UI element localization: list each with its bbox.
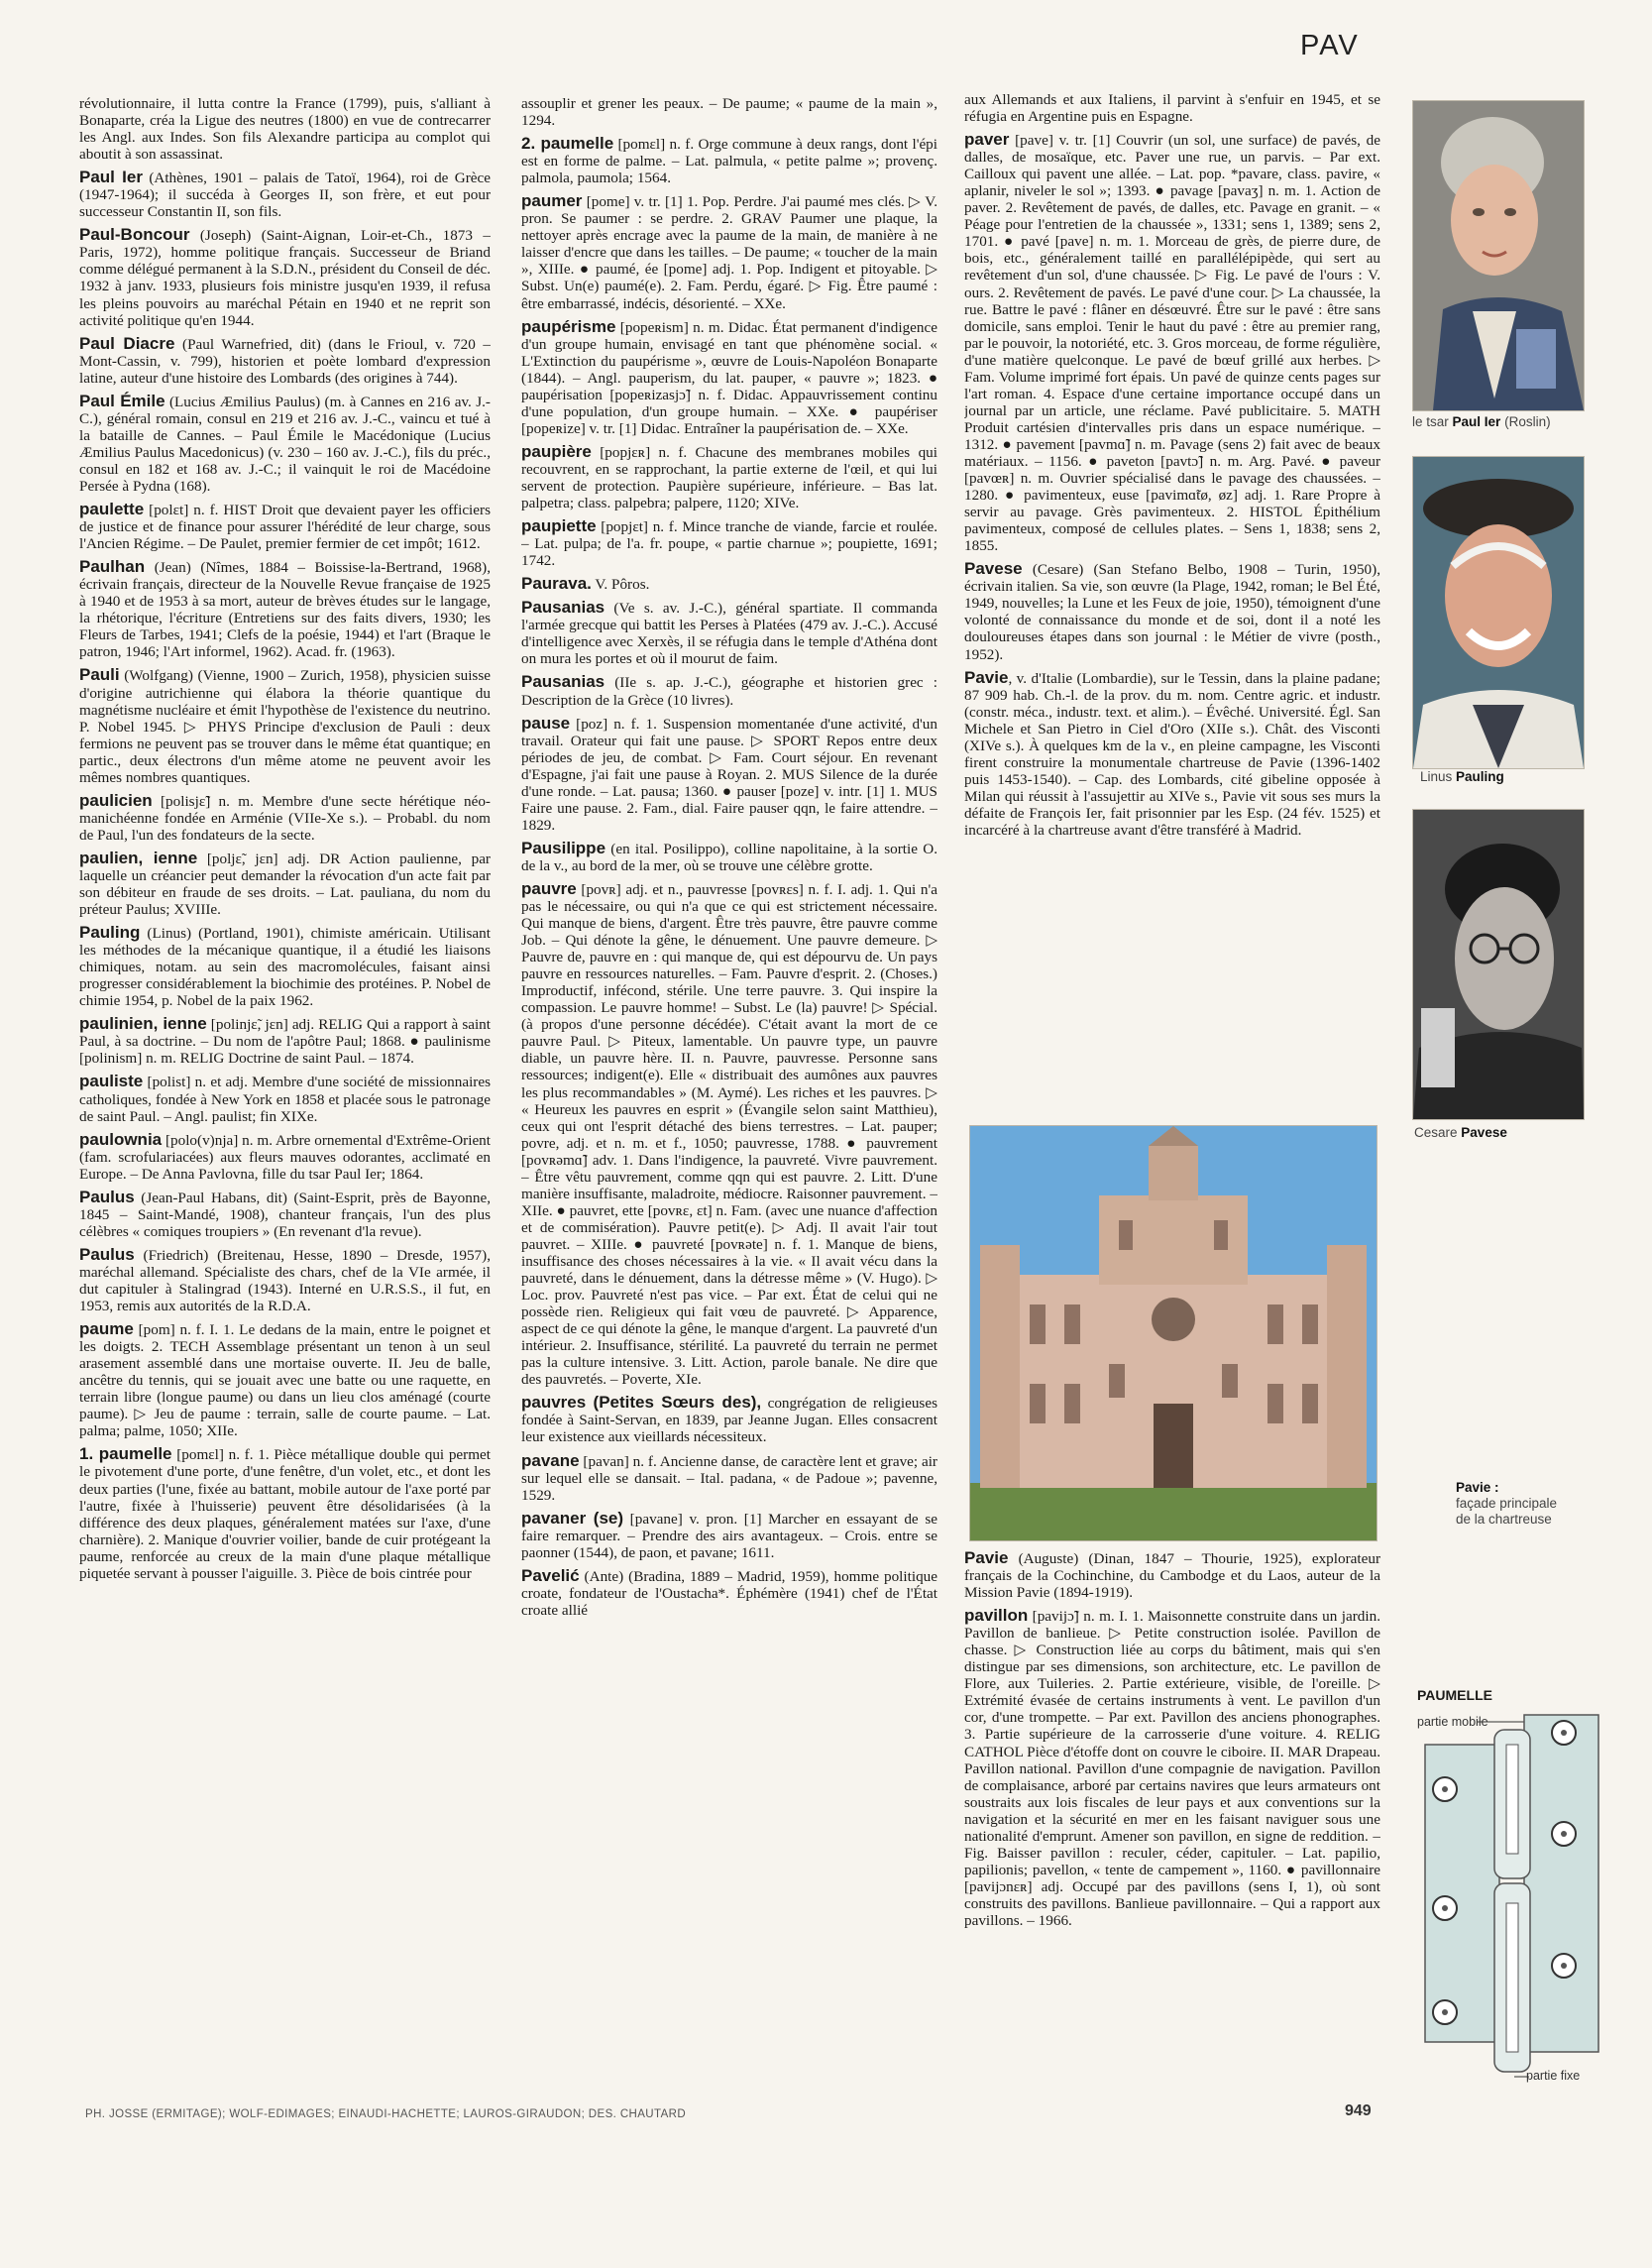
dictionary-entry (79, 1015, 491, 1067)
entry-text: aux Allemands et aux Italiens, il parvint à s'enfuir en 1945, et se réfugia en Argentine puis en Espagne. (964, 91, 1380, 126)
entry-text: , v. d'Italie (Lombardie), sur le Tessin, dans la plaine padane; 87 909 hab. Ch.-l. de la prov. du m. nom. Centre agric. et industr. (constr. méca., industr. text. et alim.). – Évêché. Université. Égl. San Michele et San Pietro in Ciel d'Oro (XIIe s.). Chât. des Visconti (XIVe s.). À quelques km de la v., en pleine campagne, les Visconti firent construire la monumentale chartreuse de Pavie (1396-1402 puis 1453-1540). – Cap. des Lombards, cité gibeline opposée à Milan qui réussit à l'assujettir au XIVe s., Pavie vit sous ses murs la défaite de François Ier, fait prisonnier par les Esp. (24 fév. 1525) et incarcéré à la chartreuse avant d'être transféré à Madrid. (964, 669, 1380, 839)
column-3-bottom (964, 1549, 1380, 2085)
entry-headword: pavaner (se) (521, 1508, 624, 1528)
dictionary-entry (79, 1073, 491, 1124)
entry-text: (Athènes, 1901 – palais de Tatoï, 1964), roi de Grèce (1947-1964); il succéda à Georges II, son frère, et eut pour successeur Constantin II, son fils. (79, 170, 491, 221)
dictionary-entry (964, 1607, 1380, 1929)
entry-text: [polɛt] n. f. HIST Droit que devaient payer les officiers de justice et de finance pour assurer l'hérédité de leur charge, sous l'Ancien Régime. – De Paulet, premier fermier de cet impôt; 1612. (79, 502, 491, 553)
entry-text: [polist] n. et adj. Membre d'une société de missionnaires catholiques, fondée à New York en 1858 et placée sous le patronage de saint Paul. – Angl. paulist; fin XIXe. (79, 1074, 491, 1125)
chartreuse-pavie-image (969, 1125, 1377, 1541)
dictionary-entry (521, 673, 937, 708)
dictionary-entry (521, 599, 937, 667)
entry-text: révolutionnaire, il lutta contre la France (1799), puis, s'alliant à Bonaparte, créa la Ligue des neutres (1800) en vue de contrecarrer les Angl. aux Indes. Son fils Alexandre participa au complot qui aboutit à son assassinat. (79, 95, 491, 164)
portrait-pauling-image (1412, 456, 1585, 769)
photo-credits: PH. JOSSE (ERMITAGE); WOLF-EDIMAGES; EINAUDI-HACHETTE; LAUROS-GIRAUDON; DES. CHAUTARD (85, 2108, 687, 2120)
entry-headword: pause (521, 713, 571, 733)
entry-text: [pave] v. tr. [1] Couvrir (un sol, une surface) de pavés, de dalles, de mosaïque, etc. Paver une rue, un parvis. – Par ext. Cailloux qui pavent une allée. – Lat. pop. *pavare, class. pavire, « aplanir, niveler le sol »; 1393. ● pavage [pavaʒ] n. m. 1. Action de paver. 2. Revêtement de pavés, de dalles, etc. Pavage en granit. – « Péage pour l'entretien de la chaussée », 1331; sens 1, 1389; sens 2, 1701. ● pavé [pave] n. m. 1. Morceau de grès, de pierre dure, de bois, etc., généralement taillé en parallélépipède, qui sert au revêtement d'un sol, d'une chaussée. ▷ Fig. Le pavé de l'ours : V. ours. 2. Revêtement de pavés. Le pavé d'une cour. ▷ La chaussée, la rue. Battre le pavé : flâner en désœuvré. Être sur le pavé : être sans domicile, sans emploi. Tenir le haut du pavé : être au premier rang, par le pouvoir, la notoriété, etc. 3. Gros morceau, de forme régulière, d'une matière quelconque. Le pavé de bœuf grillé aux herbes. ▷ Fam. Volume imprimé fort épais. Un pavé de quinze cents pages sur l'art roman. 4. Espace d'une certaine importance occupé dans un journal par un article, une réclame. Pavé publicitaire. 5. MATH Produit cartésien d'intervalles pris dans un espace numérique. – 1312. ● pavement [pavmɑ̃] n. m. Pavage (sens 2) fait avec de beaux matériaux. – 1156. ● paveton [pavtɔ̃] n. m. Arg. Pavé. ● paveur [pavœʀ] n. m. Ouvrier spécialisé dans le pavage des chaussées. – 1280. ● pavimenteux, euse [pavimɑ̃tø, øz] adj. 1. Rare Propre à servir au pavage. Grès pavimenteux. 2. HISTOL Épithélium pavimenteux, composé de cellules plates. – Sens 1, 1838; sens 2, 1855. (964, 132, 1380, 555)
dictionary-entry (79, 558, 491, 660)
entry-text: (Jean-Paul Habans, dit) (Saint-Esprit, près de Bayonne, 1845 – Saint-Mandé, 1908), chanteur français, l'un des plus célèbres « comiques troupiers » (En revenant d'la revue). (79, 1189, 491, 1240)
entry-text: (Joseph) (Saint-Aignan, Loir-et-Ch., 1873 – Paris, 1972), homme politique français. Successeur de Briand comme délégué permanent à la S.D.N., président du Conseil de déc. 1932 à janv. 1933, plusieurs fois ministre jusqu'en 1939, il refusa les pleins pouvoirs au maréchal Pétain en 1940 et ne reprit son activité politique qu'en 1944. (79, 227, 491, 329)
entry-text: (Jean) (Nîmes, 1884 – Boissise-la-Bertrand, 1968), écrivain français, directeur de la Nouvelle Revue française de 1925 à 1940 et de 1953 à sa mort, auteur de brèves études sur le langage, la rhétorique, l'écriture (Entretiens sur des faits divers, 1930; les Fleurs de Tarbes, 1941; Clefs de la poésie, 1944) et l'art (Braque le patron, 1946; l'Art informel, 1962). Acad. fr. (1963). (79, 559, 491, 661)
dictionary-entry (521, 443, 937, 511)
dictionary-entry (79, 1445, 491, 1581)
column-1 (79, 95, 491, 2078)
entry-headword: paume (79, 1319, 134, 1339)
entry-text: V. Pôros. (591, 576, 650, 594)
dictionary-entry (79, 335, 491, 387)
entry-text: [povʀ] adj. et n., pauvresse [povʀɛs] n. f. I. adj. 1. Qui n'a pas le nécessaire, ou qui n'a que ce qui est strictement nécessaire. Qui manque de biens, d'argent. Être très pauvre, être pauvre comme Job. – Qui dénote la gêne, le dénuement. Une pauvre demeure. ▷ Pauvre de, pauvre en : qui manque de, qui est dépourvu de. Un pays pauvre en ressources naturelles. – Fam. Pauvre d'esprit. 2. (Choses.) Improductif, infécond, stérile. Une terre pauvre. 3. Qui inspire la compassion. Le pauvre homme! – Subst. Le (la) pauvre! ▷ Spécial. (à propos d'une personne décédée). C'était avant la mort de ce pauvre Paul. ▷ Piteux, lamentable. Un pauvre type, un pauvre diable, un pauvre hère. II. n. Pauvre, pauvresse. Personne sans ressources; indigent(e). Elle « distribuait des aumônes aux pauvres les plus recommandables » (M. Aymé). Les riches et les pauvres. ▷ « Heureux les pauvres en esprit » (Évangile selon saint Matthieu), ceux qui ont l'esprit détaché des biens terrestres. – Lat. pauper; povre, adj. et n. m. et f., 1050; pauvresse, 1788. ● pauvrement [povʀəmɑ̃] adv. 1. Dans l'indigence, la pauvreté. Vivre pauvrement. – Être vêtu pauvrement, comme qqn qui est pauvre. 2. Litt. D'une manière insuffisante, maladroite, médiocre. Raisonner pauvrement. – XIIe. ● pauvret, ette [povʀɛ, ɛt] n. Fam. (avec une nuance d'affection et de commisération). Pauvre petit(e). ▷ Adj. Il avait l'air tout pauvret. – XIIIe. ● pauvreté [povʀəte] n. f. 1. Manque de biens, insuffisance des choses nécessaires à la vie. « Il avait vécu dans la pauvreté, dans le dénuement, dans la détresse même » (V. Hugo). ▷ Loc. prov. Pauvreté n'est pas vice. – Par ext. État de celui qui ne possède rien. Religieux qui fait vœu de pauvreté. ▷ Apparence, aspect de ce qui dénote la gêne, le manque d'argent. La pauvreté d'un intérieur. 2. Insuffisance, stérilité. La pauvreté du terrain ne permet pas la culture intensive. 3. Litt. Action, parole banale. Ne dire que des pauvretés. – Poverte, XIe. (521, 880, 937, 1389)
dictionary-entry (521, 1452, 937, 1504)
entry-text: [pome] v. tr. [1] 1. Pop. Perdre. J'ai paumé mes clés. ▷ V. pron. Se paumer : se perdre. 2. GRAV Paumer une plaque, la nettoyer après encrage avec la paume de la main, de manière à ne laisser d'encre que dans les tailles. – De paume; « toucher de la main », XIIIe. ● paumé, ée [pome] adj. 1. Pop. Indigent et pitoyable. ▷ Subst. Un(e) paumé(e). 2. Fam. Perdu, égaré. ▷ Fig. Être paumé : être embarrassé, indécis, désorienté. – XXe. (521, 193, 937, 312)
dictionary-entry (79, 393, 491, 495)
dictionary-entry (521, 575, 937, 593)
entry-text: (Cesare) (San Stefano Belbo, 1908 – Turin, 1950), écrivain italien. Sa vie, son œuvre (la Plage, 1942, roman; le Bel Été, 1949, nouvelles; la Lune et les Feux de joie, 1950), témoignent d'une volonté de connaissance du monde et de soi, dont il a noté les douloureuses étapes dans son journal : le Métier de vivre (posth., 1952). (964, 561, 1380, 663)
dictionary-entry (964, 1549, 1380, 1601)
entry-text: (Auguste) (Dinan, 1847 – Thourie, 1925), explorateur français de la Cochinchine, du Cambodge et du Laos, auteur de la Mission Pavie (1894-1919). (964, 1550, 1380, 1602)
entry-text: [pavane] v. pron. [1] Marcher en essayant de se faire remarquer. – Prendre des airs avantageux. – Crois. entre se paonner (1544), de paon, et pavane; 1611. (521, 1510, 937, 1561)
dictionary-entry (964, 560, 1380, 662)
hinge-label-mobile: partie mobile (1417, 1715, 1488, 1729)
entry-headword: paulinien, ienne (79, 1014, 207, 1034)
entry-text: [pomɛl] n. f. 1. Pièce métallique double qui permet le pivotement d'une porte, d'une fenêtre, d'un volet, etc., et dont les deux parties (l'une, fixée au battant, mobile autour de l'axe porté par l'autre, fixée à l'huisserie) peuvent être désolidarisées (à la différence des deux plaques, généralement matées sur l'axe, d'une charnière). 2. Manique d'ouvrier voilier, bande de cuir protégeant la paume, renforcée au creux de la main d'une plaque métallique piquetée servant à pousser l'aiguille. 3. Pièce de bois cintrée pour (79, 1446, 491, 1582)
entry-headword: Pauling (79, 923, 141, 943)
entry-headword: Paulus (79, 1187, 135, 1206)
dictionary-entry (521, 192, 937, 311)
entry-text: [popjɛt] n. f. Mince tranche de viande, farcie et roulée. – Lat. pulpa; de l'a. fr. poupe, « partie charnue »; poupiette, 1691; 1742. (521, 518, 937, 570)
paumelle-hinge-diagram (1415, 1685, 1613, 2092)
entry-text: congrégation de religieuses fondée à Saint-Servan, en 1839, par Jeanne Jugan. Elles consacrent leur existence aux vieillards nécessiteux. (521, 1395, 937, 1446)
entry-text: [popeʀism] n. m. Didac. État permanent d'indigence d'un groupe humain, envisagé en tant que phénomène social. « L'Extinction du paupérisme », œuvre de Louis-Napoléon Bonaparte (1844). – Angl. pauperism, du lat. pauper, « pauvre »; 1823. ● paupérisation [popeʀizasjɔ̃] n. f. Didac. Appauvrissement continu d'une population, d'un groupe humain. – XXe. ● paupériser [popeʀize] v. tr. [1] Didac. Entraîner la paupérisation de. – XXe. (521, 318, 937, 437)
entry-headword: paver (964, 130, 1010, 150)
entry-text: [polisjɛ̃] n. m. Membre d'une secte hérétique néo-manichéenne fondée en Arménie (VIIe-Xe s.). – Probabl. du nom de Paul, l'un des fondateurs de la secte. (79, 792, 491, 844)
entry-headword: Pauli (79, 665, 120, 685)
dictionary-entry (521, 840, 937, 874)
entry-headword: 1. paumelle (79, 1444, 172, 1464)
entry-headword: paupiette (521, 516, 597, 536)
dictionary-entry (79, 1131, 491, 1183)
running-head: PAV (1300, 30, 1360, 61)
entry-headword: paumer (521, 191, 583, 211)
entry-headword: paulien, ienne (79, 848, 198, 867)
caption-pavie: Pavie : façade principale de la chartreuse (1456, 1480, 1558, 1527)
entry-headword: Paul Diacre (79, 333, 175, 353)
entry-headword: paulicien (79, 790, 153, 810)
entry-headword: Paurava. (521, 574, 592, 594)
entry-headword: 2. paumelle (521, 134, 614, 154)
caption-pavese: Cesare Pavese (1414, 1125, 1507, 1140)
dictionary-entry (79, 1246, 491, 1314)
entry-text: [pavijɔ̃] n. m. I. 1. Maisonnette construite dans un jardin. Pavillon de banlieue. ▷ Petite construction isolée. Pavillon de chasse. ▷ Construction liée au corps du bâtiment, mais qui s'en distingue par ses dimensions, son architecture, etc. Le pavillon de Flore, aux Tuileries. 2. Partie extérieure, visible, de l'oreille. ▷ Extrémité évasée de certains instruments à vent. Le pavillon d'un cor, d'une trompette. – Par ext. Pavillon des anciens phonographes. 3. Partie supérieure de la carrosserie d'une voiture. 4. RELIG CATHOL Pièce d'étoffe dont on couvre le ciboire. II. MAR Drapeau. Pavillon national. Pavillon d'une compagnie de navigation. Pavillon de complaisance, arboré par certains navires que leurs armateurs ont soustraits aux lois fiscales de leur pays et aux conventions sur la navigation et la sécurité en mer en les faisant naviguer sous une nationalité d'emprunt. Amener son pavillon, en signe de reddition. – Fig. Baisser pavillon : reculer, céder, capituler. – Lat. papilio, papilionis; pavellon, « tente de campement », 1160. ● pavillonnaire [pavijɔnɛʀ] adj. Occupé par des pavillons (sens I, 1), où sont construits des pavillons. Banlieue pavillonnaire. – Qui a rapport aux pavillons. – 1966. (964, 1608, 1380, 1929)
dictionary-entry (521, 880, 937, 1388)
entry-text: (IIe s. ap. J.-C.), géographe et historien grec : Description de la Grèce (10 livres). (521, 674, 937, 709)
hinge-title: PAUMELLE (1417, 1687, 1492, 1703)
dictionary-entry (79, 792, 491, 844)
dictionary-entry (521, 1394, 937, 1445)
entry-headword: Paul Émile (79, 391, 165, 410)
portrait-pavese-image (1412, 809, 1585, 1120)
dictionary-entry (79, 666, 491, 785)
dictionary-entry (964, 91, 1380, 125)
dictionary-entry (79, 924, 491, 1009)
dictionary-entry (964, 131, 1380, 554)
entry-headword: pauvres (Petites Sœurs des), (521, 1393, 762, 1413)
entry-headword: Pavie (964, 1549, 1009, 1567)
entry-text: (Linus) (Portland, 1901), chimiste américain. Utilisant les méthodes de la mécanique quantique, il a étudié les liaisons chimiques, notam. au sein des macromolécules, faisant ainsi progresser considérablement la biochimie des protéines. P. Nobel de chimie 1954, p. Nobel de la paix 1962. (79, 925, 491, 1010)
entry-text: assouplir et grener les peaux. – De paume; « paume de la main », 1294. (521, 95, 937, 130)
entry-text: (en ital. Posilippo), colline napolitaine, à la sortie O. de la v., au bord de la mer, où se trouve une célèbre grotte. (521, 840, 937, 874)
entry-headword: pavane (521, 1450, 580, 1470)
entry-headword: paupière (521, 441, 592, 461)
dictionary-entry (79, 169, 491, 220)
dictionary-entry (521, 318, 937, 437)
entry-headword: pauliste (79, 1072, 144, 1091)
entry-headword: Pausanias (521, 672, 606, 692)
dictionary-entry (521, 135, 937, 186)
hinge-label-fixe: partie fixe (1526, 2069, 1581, 2083)
entry-text: [popjɛʀ] n. f. Chacune des membranes mobiles qui recouvrent, en se rapprochant, la partie externe de l'œil, et qui lui servent de protection. Paupière supérieure, inférieure. – Bas lat. palpetra; class. palpebra; palpere, 1120; XIVe. (521, 443, 937, 512)
entry-text: [pavan] n. f. Ancienne danse, de caractère lent et grave; air sur lequel elle se dansait. – Ital. padana, « de Padoue »; pavenne, 1529. (521, 1452, 937, 1504)
dictionary-entry (79, 95, 491, 163)
entry-headword: pavillon (964, 1606, 1029, 1626)
dictionary-entry (79, 1189, 491, 1240)
dictionary-entry (521, 715, 937, 834)
entry-headword: Pausanias (521, 598, 606, 618)
dictionary-entry (521, 1567, 937, 1619)
entry-text: [pom] n. f. I. 1. Le dedans de la main, entre le poignet et les doigts. 2. TECH Assemblage présentant un tenon à un seul arasement assemblé dans une mortaise ouverte. II. Jeu de balle, ancêtre du tennis, qui se jouait avec une batte ou une raquette, en terrain libre (longue paume) ou dans un lieu clos aménagé (courte paume). ▷ Jeu de paume : terrain, salle de courte paume. – Lat. palma; palme, 1050; XIIe. (79, 1321, 491, 1440)
entry-text: (Friedrich) (Breitenau, Hesse, 1890 – Dresde, 1957), maréchal allemand. Spécialiste des chars, chef de la VIe armée, il dut capituler à Stalingrad (1943). Interné en U.R.S.S., il fut, en 1953, remis aux autorités de la R.D.A. (79, 1246, 491, 1315)
entry-text: (Ante) (Bradina, 1889 – Madrid, 1959), homme politique croate, fondateur de l'Oustacha*. Éphémère (1941) chef de l'État croate allié (521, 1567, 937, 1619)
portrait-paul-ier-image (1412, 100, 1585, 411)
entry-headword: Pavelić (521, 1565, 580, 1585)
entry-headword: paulette (79, 500, 145, 519)
dictionary-entry (79, 226, 491, 328)
entry-text: [polo(v)nja] n. m. Arbre ornemental d'Extrême-Orient (fam. scrofulariacées) aux fleurs mauves odorantes, acclimaté en Europe. – De Anna Pavlovna, fille du tsar Paul Ier; 1864. (79, 1131, 491, 1183)
entry-headword: paulownia (79, 1129, 163, 1149)
entry-text: (Wolfgang) (Vienne, 1900 – Zurich, 1958), physicien suisse d'origine autrichienne qui élabora la théorie quantique du magnétisme nucléaire et émit l'hypothèse de l'existence du neutrino. P. Nobel 1945. ▷ PHYS Principe d'exclusion de Pauli : deux fermions ne peuvent pas se trouver dans le même état quantique; en partic., deux électrons d'un même atome ne peuvent avoir les mêmes nombres quantiques. (79, 667, 491, 786)
entry-headword: pauvre (521, 878, 577, 898)
entry-text: [polinjɛ̃, jɛn] adj. RELIG Qui a rapport à saint Paul, à sa doctrine. – Du nom de l'apôtre Paul; 1868. ● paulinisme [polinism] n. m. RELIG Doctrine de saint Paul. – 1874. (79, 1016, 491, 1068)
dictionary-entry (964, 669, 1380, 839)
caption-paul-ier: le tsar Paul Ier (Roslin) (1412, 414, 1551, 429)
entry-text: (Ve s. av. J.-C.), général spartiate. Il commanda l'armée grecque qui battit les Perses à Platées (479 av. J.-C.). Accusé d'intelligence avec Xerxès, il se réfugia dans le temple d'Athéna dont on mura les portes et où il mourut de faim. (521, 600, 937, 668)
dictionary-entry (521, 1510, 937, 1561)
dictionary-entry (79, 850, 491, 918)
entry-headword: Pausilippe (521, 838, 606, 857)
entry-text: [poljɛ̃, jɛn] adj. DR Action paulienne, par laquelle un créancier peut demander la révocation d'un acte fait par son débiteur en fraude de ses droits. – Lat. pauliana, du nom du préteur Paulus; XVIIIe. (79, 850, 491, 919)
entry-headword: Pavese (964, 559, 1023, 579)
dictionary-entry (521, 95, 937, 129)
entry-text: (Lucius Æmilius Paulus) (m. à Cannes en 216 av. J.-C.), général romain, consul en 219 et 216 av. J.-C., vaincu et tué à la bataille de Cannes. – Paul Émile le Macédonique (Lucius Æmilius Paulus Macedonicus) (v. 230 – 160 av. J.-C.), fils du préc., consul en 182 et 168 av. J.-C.; il vainquit le roi de Macédoine Persée à Pydna (168). (79, 393, 491, 495)
entry-headword: paupérisme (521, 316, 616, 336)
entry-headword: Paulus (79, 1244, 135, 1264)
entry-headword: Paulhan (79, 557, 146, 577)
entry-headword: Paul Ier (79, 168, 143, 187)
entry-text: [poz] n. f. 1. Suspension momentanée d'une activité, d'un travail. Orateur qui fait une pause. ▷ SPORT Repos entre deux périodes de jeu, de combat. ▷ Fam. Court séjour. En revenant d'Espagne, j'ai fait une pause à Royan. 2. MUS Silence de la durée d'une ronde. – Lat. pausa; 1360. ● pauser [poze] v. intr. [1] 1. MUS Faire une pause. 2. Fam., dial. Faire pauser qqn, le faire attendre. – 1829. (521, 715, 937, 834)
dictionary-entry (79, 1320, 491, 1439)
column-2 (521, 95, 937, 2078)
entry-headword: Paul-Boncour (79, 225, 190, 245)
entry-headword: Pavie (964, 667, 1009, 687)
entry-text: (Paul Warnefried, dit) (dans le Frioul, v. 720 – Mont-Cassin, v. 799), historien et poète lombard d'expression latine, auteur d'une histoire des Lombards (des origines à 744). (79, 335, 491, 387)
entry-text: [pomɛl] n. f. Orge commune à deux rangs, dont l'épi est en forme de palme. – Lat. palmula, « petite palme »; provenç. palmola, paumola; 1564. (521, 136, 937, 187)
page-number: 949 (1345, 2102, 1372, 2119)
caption-pauling: Linus Pauling (1420, 769, 1504, 784)
dictionary-entry (79, 501, 491, 552)
dictionary-entry (521, 517, 937, 569)
